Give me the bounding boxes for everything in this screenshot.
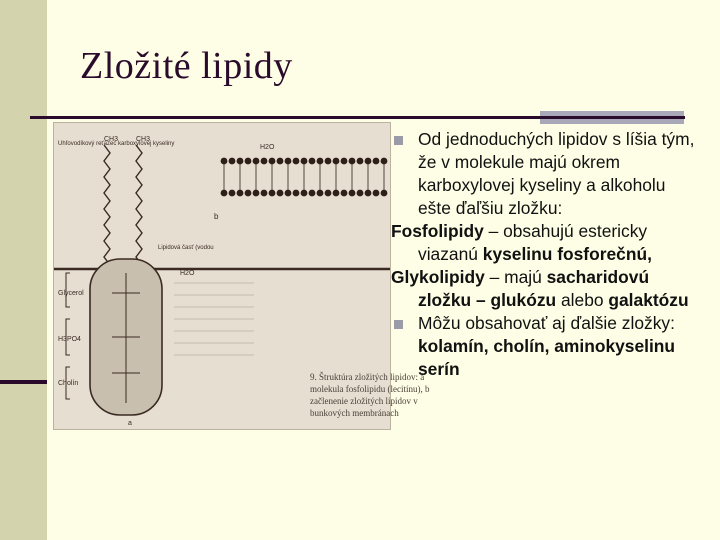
lipid-structure-figure — [53, 122, 430, 430]
title-rule-accent-2 — [540, 119, 684, 124]
title-rule — [30, 116, 685, 119]
slide-body — [391, 128, 701, 381]
left-band-divider — [0, 380, 47, 384]
bullet-intro — [391, 128, 701, 220]
slide-title: Zložité lipidy — [80, 45, 293, 87]
glycolipids-item — [391, 266, 701, 312]
choline-label: Cholín — [58, 380, 79, 387]
glycolipids-text: – majú — [484, 267, 547, 287]
polar-part-label: Lipidová časť (vodou — [158, 245, 214, 251]
figure-caption: 9. Štruktúra zložitých lipidov: a molekula fosfolipidu (lecitínu), b začlenenie zložitých lipidov v bunkových membránach — [310, 372, 430, 418]
phospholipids-strong: kyselinu fosforečnú, — [482, 244, 652, 264]
other-strong: kolamín, cholín, aminokyselinu serín — [418, 336, 676, 379]
h2o-label-top: H2O — [260, 144, 275, 151]
bullet-square-icon — [394, 136, 403, 145]
ch3-label-1: CH3 — [104, 136, 119, 143]
glycolipids-strong-1: sacharidovú zložku – glukózu — [418, 267, 650, 310]
phospholipids-text: – obsahujú estericky viazanú — [418, 221, 648, 264]
glycerol-label: Glycerol — [58, 290, 84, 297]
ch3-label-2: CH3 — [136, 136, 151, 143]
glycolipids-strong-2: galaktózu — [608, 290, 689, 310]
molecule-a-label: a — [128, 420, 132, 427]
intro-text: Od jednoduchých lipidov s líšia tým, že v molekule majú okrem karboxylovej kyseliny a alkoholu ešte ďaľšiu zložku: — [418, 129, 695, 218]
bullet-square-icon — [394, 320, 403, 329]
other-text: Môžu obsahovať aj ďalšie zložky: — [418, 313, 675, 333]
glycolipids-term: Glykolipidy — [391, 267, 485, 287]
left-decor-band — [0, 0, 47, 540]
chain-label: Uhľovodíkový reťazec karboxylovej kyseliny — [58, 141, 175, 147]
glycolipids-text-2: alebo — [556, 290, 609, 310]
phosphate-label: H3PO4 — [58, 336, 81, 343]
h2o-label-water: H2O — [180, 270, 195, 277]
bullet-other — [391, 312, 701, 381]
phospholipids-item — [391, 220, 701, 266]
phospholipids-term: Fosfolipidy — [391, 221, 484, 241]
membrane-b-label: b — [214, 212, 219, 221]
